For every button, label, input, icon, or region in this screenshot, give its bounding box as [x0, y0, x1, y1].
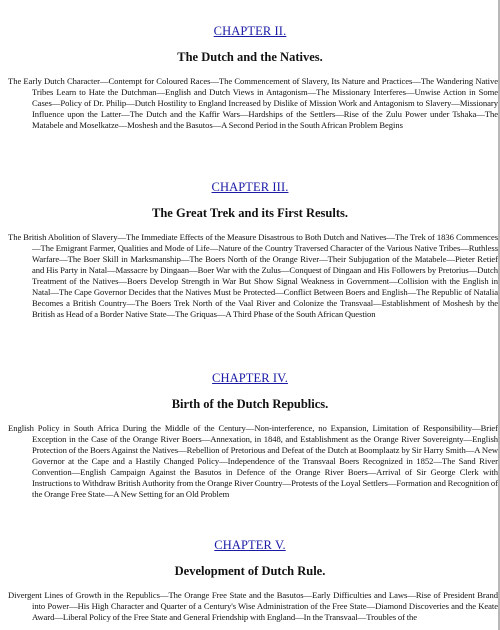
- chapter-2-summary: The Early Dutch Character—Contempt for Coloured Races—The Commencement of Slavery, Its Nature and Practices—The Wandering Native Tribes Learn to Hate the Dutchman—English and Dutch Views in Antagonism—The Missionary Interferes—Unwise Action in Some Cases—Policy of Dr. Philip—Dutch Hostility to England Increased by Dislike of Mission Work and Antagonism to Slavery—Missionary Influence upon the Latter—The Dutch and the Kaffir Wars—Hardships of the Settlers—Rise of the Zulu Power under Tshaka—The Matabele and Moselkatze—Moshesh and the Basutos—A Second Period in the South African Problem Begins: [8, 76, 498, 130]
- chapter-5-link[interactable]: CHAPTER V.: [214, 538, 286, 552]
- chapter-5-section: [0, 538, 500, 623]
- chapter-3-link[interactable]: CHAPTER III.: [211, 180, 289, 194]
- chapter-3-title: The Great Trek and its First Results.: [152, 206, 348, 220]
- chapter-4-summary: English Policy in South Africa During the Middle of the Century—Non-interference, no Expansion, Limitation of Responsibility—Brief Exception in the Case of the Orange River Boers—Annexation, in 1848, and Establishment as the Orange River Sovereignty—English Protection of the Boers Against the Natives—Rebellion of Pretorious and Defeat of the Dutch at Boomplaatz by Sir Harry Smith—A New Governor at the Cape and a Hastily Changed Policy—Independence of the Transvaal Boers Recognized in 1852—The Sand River Convention—English Campaign Against the Basutos in Defence of the Orange River Boers—Arrival of Sir George Clerk with Instructions to Withdraw British Authority from the Orange River Country—Protests of the Loyal Settlers—Formation and Recognition of the Orange Free State—A New Setting for an Old Problem: [8, 423, 498, 499]
- chapter-3-summary: The British Abolition of Slavery—The Immediate Effects of the Measure Disastrous to Both Dutch and Natives—The Trek of 1836 Commences—The Emigrant Farmer, Qualities and Mode of Life—Nature of the Country Traversed Character of the Various Native Tribes—Ruthless Warfare—The Boer Skill in Marksmanship—The Boers North of the Orange River—Their Subjugation of the Matabele—Pieter Retief and His Party in Natal—Massacre by Dingaan—Boer War with the Zulus—Conquest of Dingaan and His Followers by Pretorius—Dutch Treatment of the Natives—Boers Develop Strength in War But Show Signal Weakness in Government—Collision with the English in Natal—The Cape Governor Decides that the Natives Must be Protected—Conflict Between Boers and English—The Republic of Natalia Becomes a British Country—The Boers Trek North of the Vaal River and Colonize the Transvaal—Establishment of Moshesh by the British as Head of a Border Native State—The Griquas—A Third Phase of the South African Question: [8, 232, 498, 319]
- chapter-4-link[interactable]: CHAPTER IV.: [212, 371, 288, 385]
- chapter-4-section: [0, 371, 500, 500]
- chapter-5-title: Development of Dutch Rule.: [174, 564, 326, 578]
- chapter-3-section: [0, 180, 500, 320]
- chapter-4-title: Birth of the Dutch Republics.: [171, 397, 329, 411]
- chapter-2-link[interactable]: CHAPTER II.: [213, 24, 287, 38]
- chapter-5-summary: Divergent Lines of Growth in the Republics—The Orange Free State and the Basutos—Early Difficulties and Laws—Rise of President Brand into Power—His High Character and Quarter of a Century's Wise Administration of the Free State—Diamond Discoveries and the Keate Award—Liberal Policy of the Free State and General Friendship with England—In the Transvaal—Troubles of the: [8, 590, 498, 622]
- chapter-2-title: The Dutch and the Natives.: [177, 50, 323, 64]
- chapter-2-section: [0, 24, 500, 131]
